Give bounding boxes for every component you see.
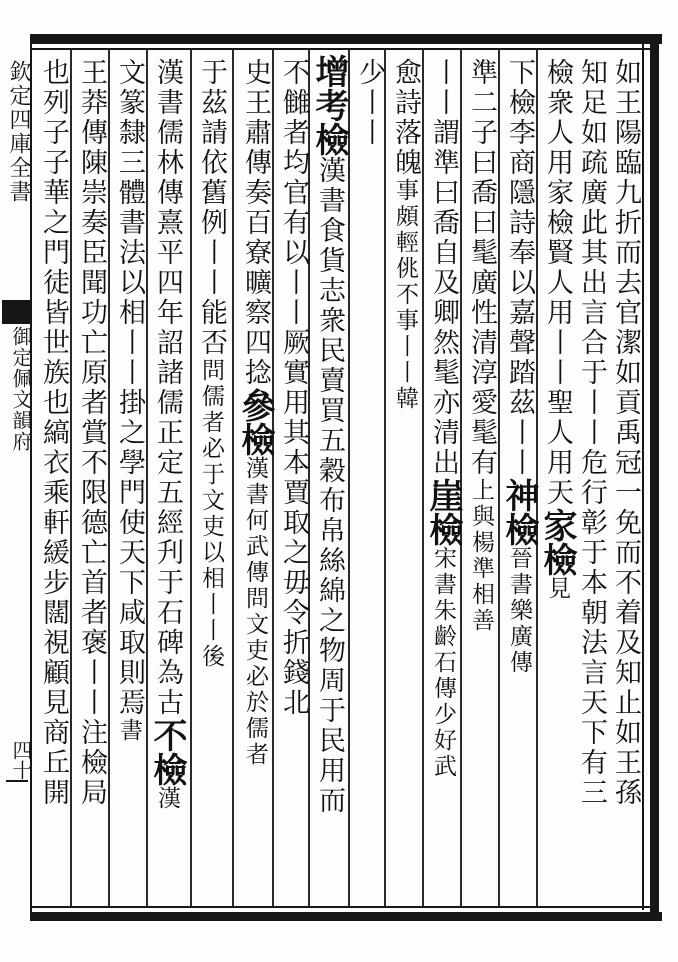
page-number-rule: [6, 780, 28, 782]
column-text: 史王肅傳奏百寮曠察四捻: [240, 58, 271, 388]
frame-right-inner-border: [642, 44, 644, 910]
column-divider: [70, 50, 72, 906]
column-text-small: 與楊準相善: [468, 504, 494, 634]
frame-right-border: [650, 34, 659, 921]
section-title: 御定佩文韻府: [9, 326, 33, 452]
column-text-small: 問儒者必于文吏以相丨丨後: [198, 358, 224, 670]
column-divider: [108, 50, 110, 906]
text-column-10: [276, 58, 310, 908]
text-column-5: [464, 58, 498, 908]
page-number: 四十: [9, 740, 33, 780]
frame-top-border: [32, 34, 662, 44]
entry-heading: 家檢: [537, 508, 577, 576]
column-divider: [190, 50, 192, 906]
column-text: 如王陽臨九折而去官潔如貢禹冠一免而不着及知止如王孫: [610, 58, 641, 808]
column-text: 文篆隸三體書法以相丨丨掛之學門使天下咸取則焉: [114, 58, 145, 718]
column-text-small: 宋書朱齡石傳少好武: [430, 546, 456, 780]
column-text-small: 見: [544, 576, 570, 602]
column-divider: [232, 50, 234, 906]
entry-heading: 增考檢: [309, 54, 349, 156]
frame-top-inner-border: [32, 48, 658, 50]
text-column-16: [36, 58, 70, 908]
column-text: 下檢李商隱詩奉以嘉聲踏茲丨丨: [504, 58, 535, 478]
entry-heading: 神檢: [499, 478, 539, 546]
entry-heading: 崖檢: [423, 478, 463, 546]
text-column-6: [423, 58, 463, 908]
text-column-11: [235, 58, 275, 908]
column-divider: [348, 50, 350, 906]
column-text: 丨丨謂準曰喬自及卿然髦亦清出: [428, 58, 459, 478]
column-text-small: 書: [116, 718, 142, 744]
book-title: 欽定四庫全書: [6, 60, 31, 204]
column-text: 知足如疏廣此其出言合于丨丨危行彰于本朝法言天下有三: [576, 58, 607, 808]
frame-bottom-border: [32, 912, 662, 921]
column-text: 漢書食貨志衆民賣買五穀布帛絲綿之物周于民用而: [314, 156, 345, 816]
column-divider: [272, 50, 274, 906]
column-text: 檢衆人用家檢賢人用丨丨聖人用天: [542, 58, 573, 508]
text-column-3: [537, 58, 577, 908]
entry-heading: 參檢: [235, 388, 275, 456]
column-text: 王莽傳陳崇奏臣聞功亡原者賞不限德亡首者褒丨丨注檢局: [76, 58, 107, 808]
text-column-2: [574, 58, 608, 908]
text-column-15: [74, 58, 108, 908]
text-column-7: [388, 58, 422, 908]
text-column-4: [499, 58, 539, 908]
entry-heading: 不檢: [147, 718, 187, 786]
column-text-small: 漢書何武傳問文吏必於儒者: [242, 456, 268, 768]
margin-black-block: [2, 300, 30, 324]
text-column-8: [352, 58, 386, 908]
text-column-14: [112, 58, 146, 908]
column-text: 少丨丨: [354, 58, 385, 148]
column-text-small: 晉書樂廣傳: [506, 546, 532, 676]
text-column-13: [147, 58, 187, 908]
column-text: 不雠者均官有以丨丨厥實用其本賈取之毋令折錢北: [278, 58, 309, 718]
column-text: 也列子子華之門徒皆世族也縞衣乘軒緩步闊視顧見商丘開: [38, 58, 69, 808]
column-text: 漢書儒林傳熹平四年詔諸儒正定五經刋于石碑為古: [152, 58, 183, 718]
column-text-small: 事頗輕佻不事丨丨韓: [392, 178, 418, 412]
text-column-1: [608, 58, 642, 908]
column-text: 準二子曰喬曰髦廣性清淳愛髦有: [466, 58, 497, 478]
column-text-small: 漢: [154, 786, 180, 812]
column-text-small: 上: [468, 478, 494, 504]
column-text: 愈詩落魄: [390, 58, 421, 178]
text-column-12: [194, 58, 228, 908]
column-text: 于茲請依舊例丨丨能否: [196, 58, 227, 358]
text-column-9: [309, 54, 349, 904]
